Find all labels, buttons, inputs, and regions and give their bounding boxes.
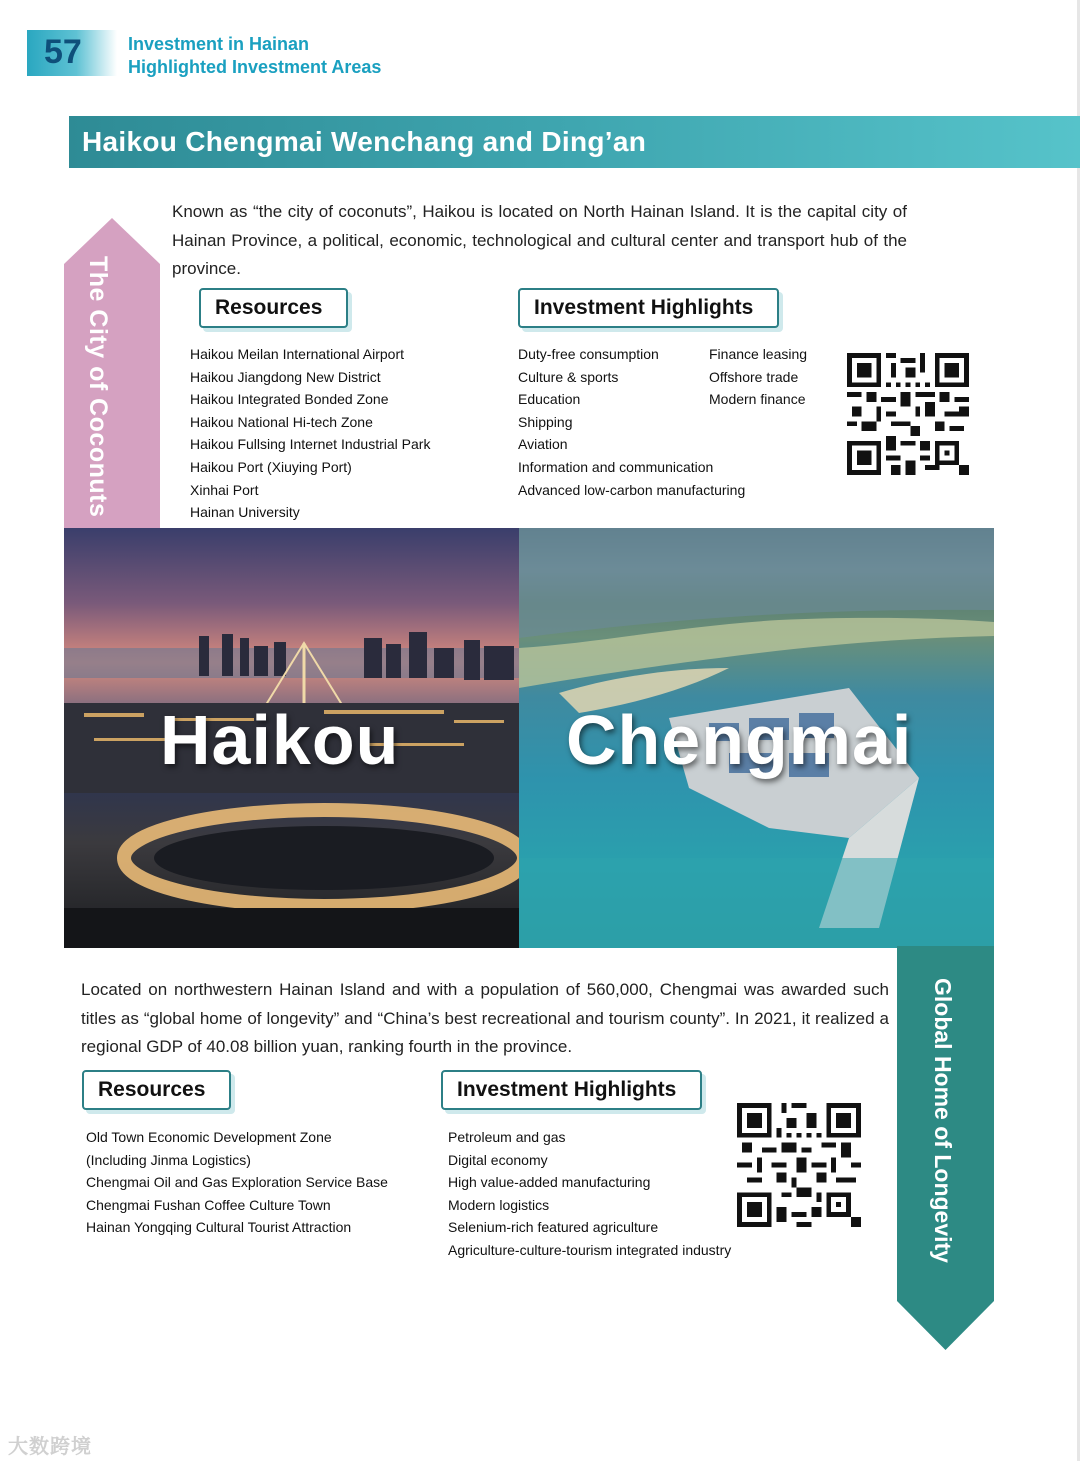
watermark: 大数跨境	[8, 1436, 92, 1458]
list-item: Chengmai Oil and Gas Exploration Service Base	[86, 1174, 388, 1191]
list-item: Education	[518, 391, 581, 408]
haikou-highlights-label: Investment Highlights	[518, 288, 779, 328]
list-item: (Including Jinma Logistics)	[86, 1151, 251, 1168]
chengmai-resources-label: Resources	[82, 1070, 231, 1110]
list-item: Selenium-rich featured agriculture	[448, 1219, 659, 1236]
list-item: Petroleum and gas	[448, 1129, 566, 1145]
list-item: Culture & sports	[518, 368, 619, 385]
list-item: Shipping	[518, 413, 573, 430]
haikou-resources-label: Resources	[199, 288, 348, 328]
list-item: Haikou Fullsing Internet Industrial Park	[190, 436, 431, 453]
section-title: Haikou Chengmai Wenchang and Ding’an	[82, 126, 647, 157]
list-item: Advanced low-carbon manufacturing	[518, 481, 746, 498]
haikou-resources-list	[190, 343, 430, 524]
list-item: Old Town Economic Development Zone	[86, 1129, 332, 1145]
list-item: Information and communication	[518, 458, 714, 475]
list-item: Xinhai Port	[190, 481, 259, 498]
list-item: Digital economy	[448, 1151, 548, 1168]
list-item: Offshore trade	[709, 368, 799, 385]
running-header-subtitle: Highlighted Investment Areas	[128, 57, 382, 77]
haikou-photo-title: Haikou	[160, 701, 400, 779]
chengmai-qr-code[interactable]	[737, 1103, 861, 1227]
list-item: Haikou Integrated Bonded Zone	[190, 391, 389, 408]
chengmai-photo-title: Chengmai	[566, 701, 913, 779]
list-item: Haikou National Hi-tech Zone	[190, 413, 373, 430]
haikou-ribbon-label: The City of Coconuts	[84, 256, 112, 518]
list-item: Chengmai Fushan Coffee Culture Town	[86, 1196, 331, 1213]
list-item: High value-added manufacturing	[448, 1174, 651, 1191]
list-item: Duty-free consumption	[518, 346, 659, 362]
running-header-title: Investment in Hainan	[128, 34, 310, 54]
haikou-ribbon	[64, 218, 160, 530]
haikou-intro: Known as “the city of coconuts”, Haikou is located on North Hainan Island. It is the capital city of Hainan Province, a political, economic, technological and cultural center and transport hub of the province.	[172, 202, 907, 278]
list-item: Finance leasing	[709, 346, 808, 362]
list-item: Haikou Port (Xiuying Port)	[190, 458, 352, 475]
list-item: Hainan University	[190, 504, 300, 521]
chengmai-highlights-list	[448, 1126, 731, 1262]
list-item: Agriculture-culture-tourism integrated industry	[448, 1241, 732, 1258]
chengmai-ribbon-label: Global Home of Longevity	[930, 978, 956, 1263]
haikou-highlights-list-2	[709, 343, 807, 411]
list-item: Haikou Meilan International Airport	[190, 346, 405, 362]
haikou-qr-code[interactable]	[847, 353, 969, 475]
list-item: Modern finance	[709, 391, 806, 408]
list-item: Aviation	[518, 436, 568, 453]
list-item: Haikou Jiangdong New District	[190, 368, 381, 385]
chengmai-intro: Located on northwestern Hainan Island and with a population of 560,000, Chengmai was awarded such titles as “global home of longevity” and “China’s best recreational and tourism county”. In 2021, it realized a regional GDP of 40.08 billion yuan, ranking fourth in the province.	[81, 980, 889, 1056]
chengmai-resources-list	[86, 1126, 388, 1239]
list-item: Hainan Yongqing Cultural Tourist Attraction	[86, 1219, 352, 1236]
list-item: Modern logistics	[448, 1196, 550, 1213]
chengmai-highlights-label: Investment Highlights	[441, 1070, 702, 1110]
page-number: 57	[44, 33, 82, 71]
